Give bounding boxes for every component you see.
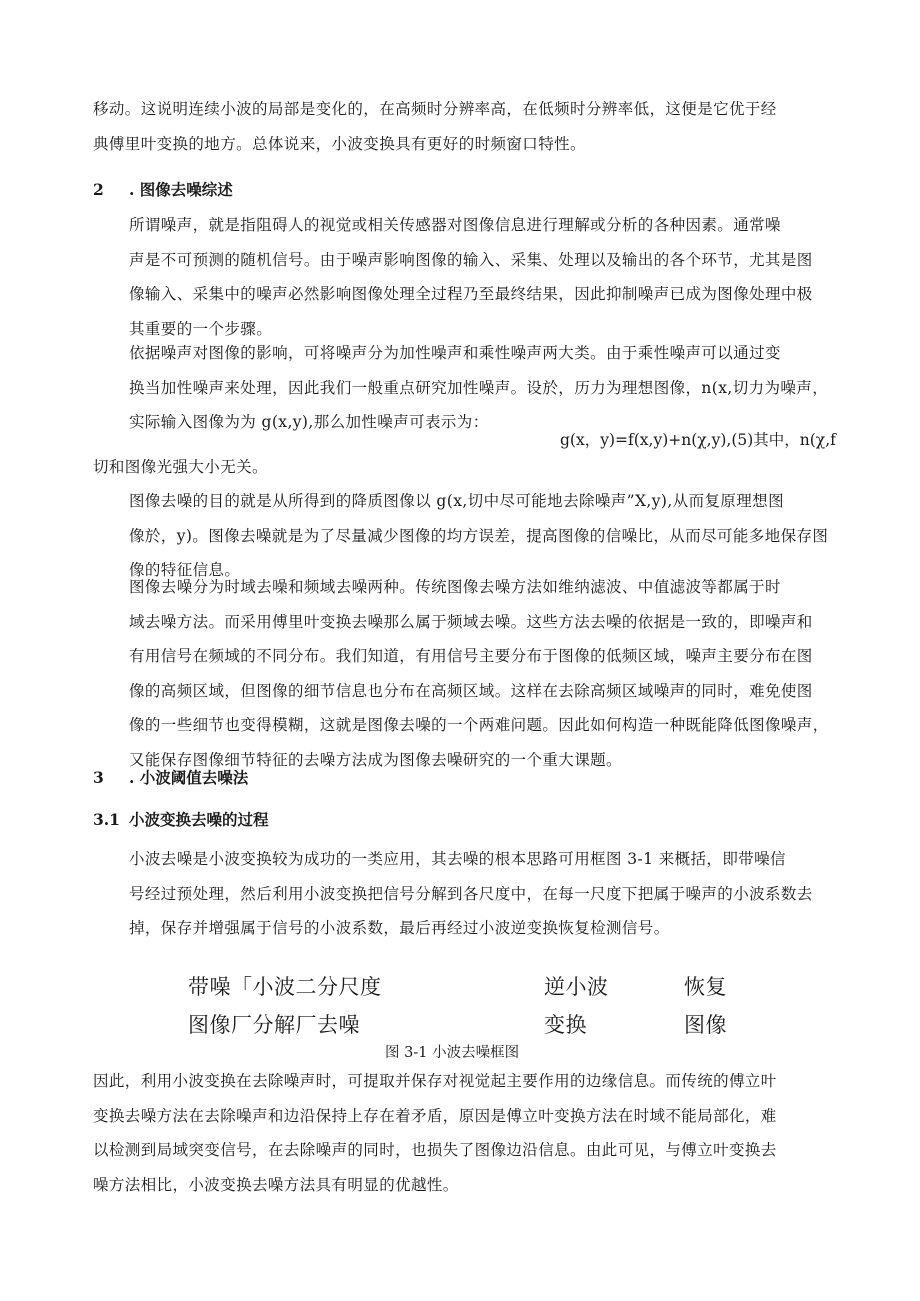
text-line: 像的特征信息。 xyxy=(129,561,241,579)
additive-noise-formula: g(x，y)=f(x,y)+n(χ,y),(5)其中，n(χ,f xyxy=(560,431,836,449)
text-line: 声是不可预测的随机信号。由于噪声影响图像的输入、采集、处理以及输出的各个环节，尤其是图 xyxy=(129,250,813,269)
diagram-row1-inverse: 逆小波 xyxy=(544,975,609,999)
text-line: 依据噪声对图像的影响，可将噪声分为加性噪声和乘性噪声两大类。由于乘性噪声可以通过变 xyxy=(129,344,781,362)
text-line: 以检测到局域突变信号，在去除噪声的同时，也损失了图像边沿信息。由此可见，与傅立叶变换去 xyxy=(93,1141,777,1159)
paragraph-wavelet-process xyxy=(93,842,833,946)
text-line: 图像去噪分为时域去噪和频域去噪两种。传统图像去噪方法如维纳滤波、中值滤波等都属于时 xyxy=(129,578,781,596)
heading-text: . 小波阈值去噪法 xyxy=(129,768,249,787)
figure-caption: 图 3-1 小波去噪框图 xyxy=(385,1045,520,1061)
paragraph-formula-tail xyxy=(93,450,833,485)
text-line: 图像去噪的目的就是从所得到的降质图像以 g(x,切中尽可能地去除噪声”X,y),从而复原理想图 xyxy=(129,492,784,510)
text-line: 又能保存图像细节特征的去噪方法成为图像去噪研究的一个重大课题。 xyxy=(129,750,622,769)
section-heading-3-1 xyxy=(93,808,269,832)
heading-number: 3.1 xyxy=(93,810,120,829)
text-line: 典傅里叶变换的地方。总体说来，小波变换具有更好的时频窗口特性。 xyxy=(93,134,586,153)
text-line: 掉，保存并增强属于信号的小波系数，最后再经过小波逆变换恢复检测信号。 xyxy=(129,919,670,937)
heading-number: 3 xyxy=(93,768,104,787)
diagram-row2-restore: 图像 xyxy=(684,1013,727,1037)
diagram-row1-restore: 恢复 xyxy=(684,975,727,999)
diagram-row2-input: 图像厂分解厂去噪 xyxy=(188,1013,360,1037)
text-line: 噪方法相比，小波变换去噪方法具有明显的优越性。 xyxy=(93,1175,459,1194)
text-line: 因此，利用小波变换在去除噪声时，可提取并保存对视觉起主要作用的边缘信息。而传统的傅立叶 xyxy=(93,1072,777,1090)
diagram-row2-inverse: 变换 xyxy=(544,1013,587,1037)
text-line: 移动。这说明连续小波的局部是变化的，在高频时分辨率高，在低频时分辨率低，这便是它优于经 xyxy=(93,100,777,118)
text-line: 像的高频区域，但图像的细节信息也分布在高频区域。这样在去除高频区域噪声的同时，难免使图 xyxy=(129,681,813,700)
text-line: 号经过预处理，然后利用小波变换把信号分解到各尺度中，在每一尺度下把属于噪声的小波系数去 xyxy=(129,884,813,903)
paragraph-intro xyxy=(93,92,833,161)
paragraph-conclusion xyxy=(93,1064,833,1202)
text-line: 像的一些细节也变得模糊，这就是图像去噪的一个两难问题。因此如何构造一种既能降低图像噪声， xyxy=(129,716,829,734)
paragraph-denoise-domains xyxy=(93,570,833,777)
text-line: 所谓噪声，就是指阻碍人的视觉或相关传感器对图像信息进行理解或分析的各种因素。通常噪 xyxy=(129,216,781,234)
diagram-row1-input: 带噪「小波二分尺度 xyxy=(188,975,382,999)
paragraph-noise-types xyxy=(93,336,833,440)
text-line: 像於，y)。图像去噪就是为了尽量减少图像的均方误差，提高图像的信噪比，从而尽可能多地保存图 xyxy=(129,526,829,545)
text-line: 变换去噪方法在去除噪声和边沿保持上存在着矛盾，原因是傅立叶变换方法在时域不能局部化，难 xyxy=(93,1106,777,1125)
text-line: 实际输入图像为为 g(x,y),那么加性噪声可表示为： xyxy=(129,413,489,431)
heading-number: 2 xyxy=(93,180,104,199)
heading-text: . 图像去噪综述 xyxy=(129,180,233,199)
section-heading-2 xyxy=(93,178,233,202)
text-line: 其重要的一个步骤。 xyxy=(129,319,273,338)
wavelet-denoise-block-diagram xyxy=(188,972,748,1046)
text-line: 切和图像光强大小无关。 xyxy=(93,458,268,476)
text-line: 域去噪方法。而采用傅里叶变换去噪那么属于频域去噪。这些方法去噪的依据是一致的，即噪声和 xyxy=(129,612,813,631)
text-line: 有用信号在频域的不同分布。我们知道，有用信号主要分布于图像的低频区域，噪声主要分布在图 xyxy=(129,647,813,665)
text-line: 像输入、采集中的噪声必然影响图像处理全过程乃至最终结果，因此抑制噪声已成为图像处理中极 xyxy=(129,285,813,303)
section-heading-3 xyxy=(93,766,248,790)
heading-text: 小波变换去噪的过程 xyxy=(129,810,269,829)
paragraph-noise-definition xyxy=(93,208,833,346)
text-line: 换当加性噪声来处理，因此我们一般重点研究加性噪声。设於，历力为理想图像，n(x,切力为噪声， xyxy=(129,378,829,397)
text-line: 小波去噪是小波变换较为成功的一类应用，其去噪的根本思路可用框图 3-1 来概括，即带噪信 xyxy=(129,850,786,868)
